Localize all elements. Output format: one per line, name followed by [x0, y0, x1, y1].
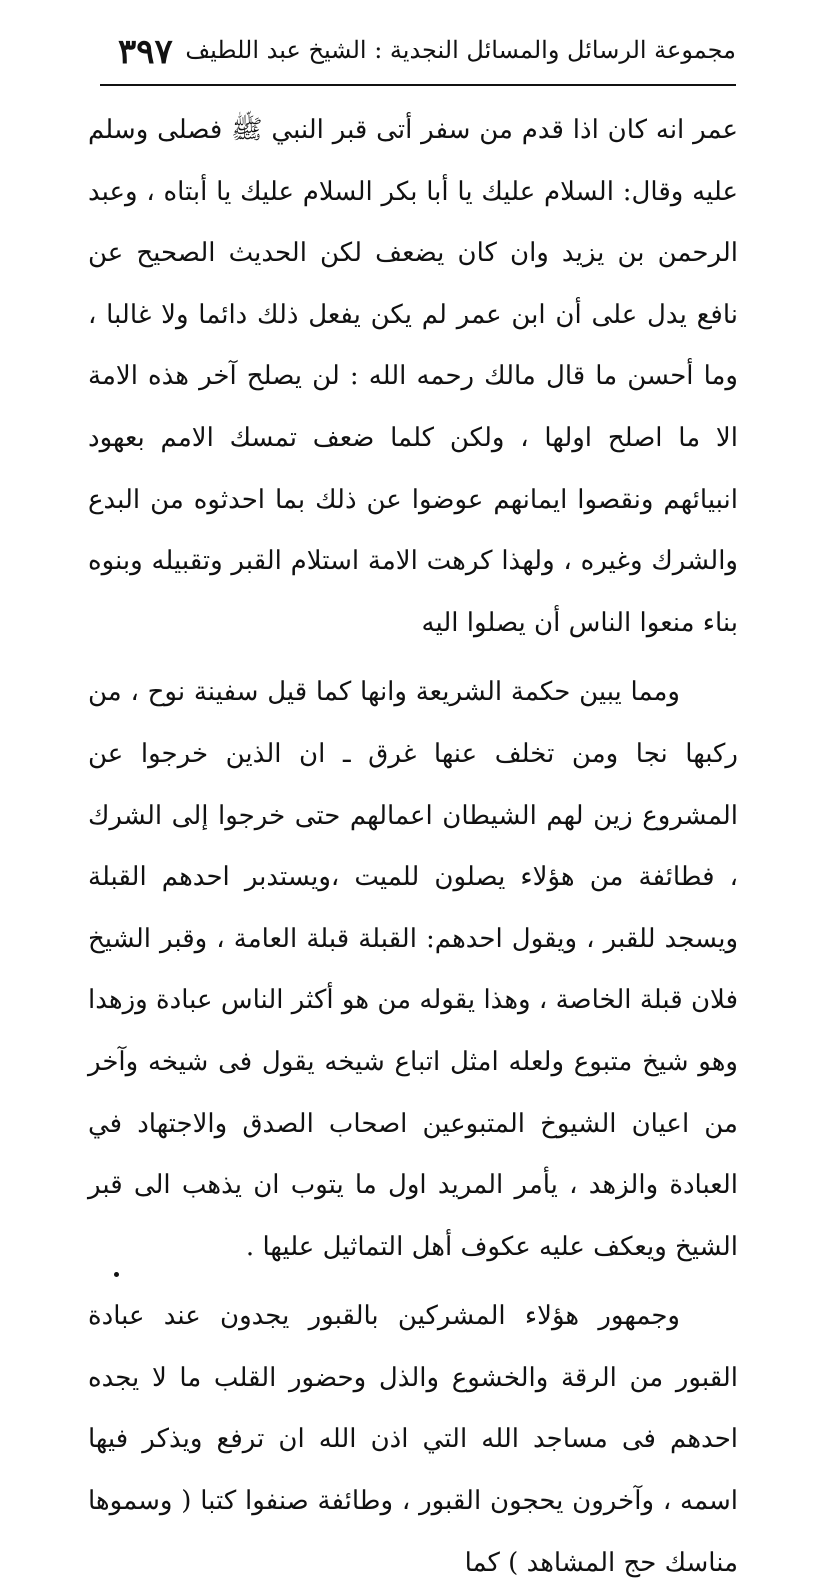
ink-speck — [114, 1272, 119, 1277]
paragraph-gap — [88, 1278, 738, 1286]
paragraph-1: عمر انه كان اذا قدم من سفر أتى قبر النبي ﷺ فصلى وسلم عليه وقال: السلام عليك يا أبا بكر السلام عليك يا أبتاه ، وعبد الرحمن بن يزيد وان كان يضعف لكن الحديث الصحيح عن نافع يدل على أن ابن عمر لم يكن يفعل ذلك دائما ولا غالبا ، وما أحسن ما قال مالك رحمه الله : لن يصلح آخر هذه الامة الا ما اصلح اولها ، ولكن كلما ضعف تمسك الامم بعهود انبيائهم ونقصوا ايمانهم عوضوا عن ذلك بما احدثوه من البدع والشرك وغيره ، ولهذا كرهت الامة استلام القبر وتقبيله وبنوه بناء منعوا الناس أن يصلوا اليه — [88, 115, 738, 638]
paragraph-2: ومما يبين حكمة الشريعة وانها كما قيل سفينة نوح ، من ركبها نجا ومن تخلف عنها غرق ـ ان الذين خرجوا عن المشروع زين لهم الشيطان اعمالهم حتى خرجوا إلى الشرك ، فطائفة من هؤلاء يصلون للميت ،ويستدبر احدهم القبلة ويسجد للقبر ، ويقول احدهم: القبلة قبلة العامة ، وقبر الشيخ فلان قبلة الخاصة ، وهذا يقوله من هو أكثر الناس عبادة وزهدا وهو شيخ متبوع ولعله امثل اتباع شيخه يقول فى شيخه وآخر من اعيان الشيوخ المتبوعين اصحاب الصدق والاجتهاد في العبادة والزهد ، يأمر المريد اول ما يتوب ان يذهب الى قبر الشيخ ويعكف عليه عكوف أهل التماثيل عليها . — [88, 677, 738, 1262]
running-header — [100, 32, 736, 84]
paragraph-gap — [88, 654, 738, 662]
paragraph-3: وجمهور هؤلاء المشركين بالقبور يجدون عند عبادة القبور من الرقة والخشوع والذل وحضور القلب ما لا يجده احدهم فى مساجد الله التي اذن الله ان ترفع ويذكر فيها اسمه ، وآخرون يحجون القبور ، وطائفة صنفوا كتبا ( وسموها مناسك حج المشاهد ) كما — [88, 1301, 738, 1578]
page-number: ٣٩٧ — [118, 32, 173, 72]
body-text — [88, 100, 738, 1594]
header-rule — [100, 84, 736, 86]
running-header-title: مجموعة الرسائل والمسائل النجدية : الشيخ عبد اللطيف — [185, 36, 736, 64]
